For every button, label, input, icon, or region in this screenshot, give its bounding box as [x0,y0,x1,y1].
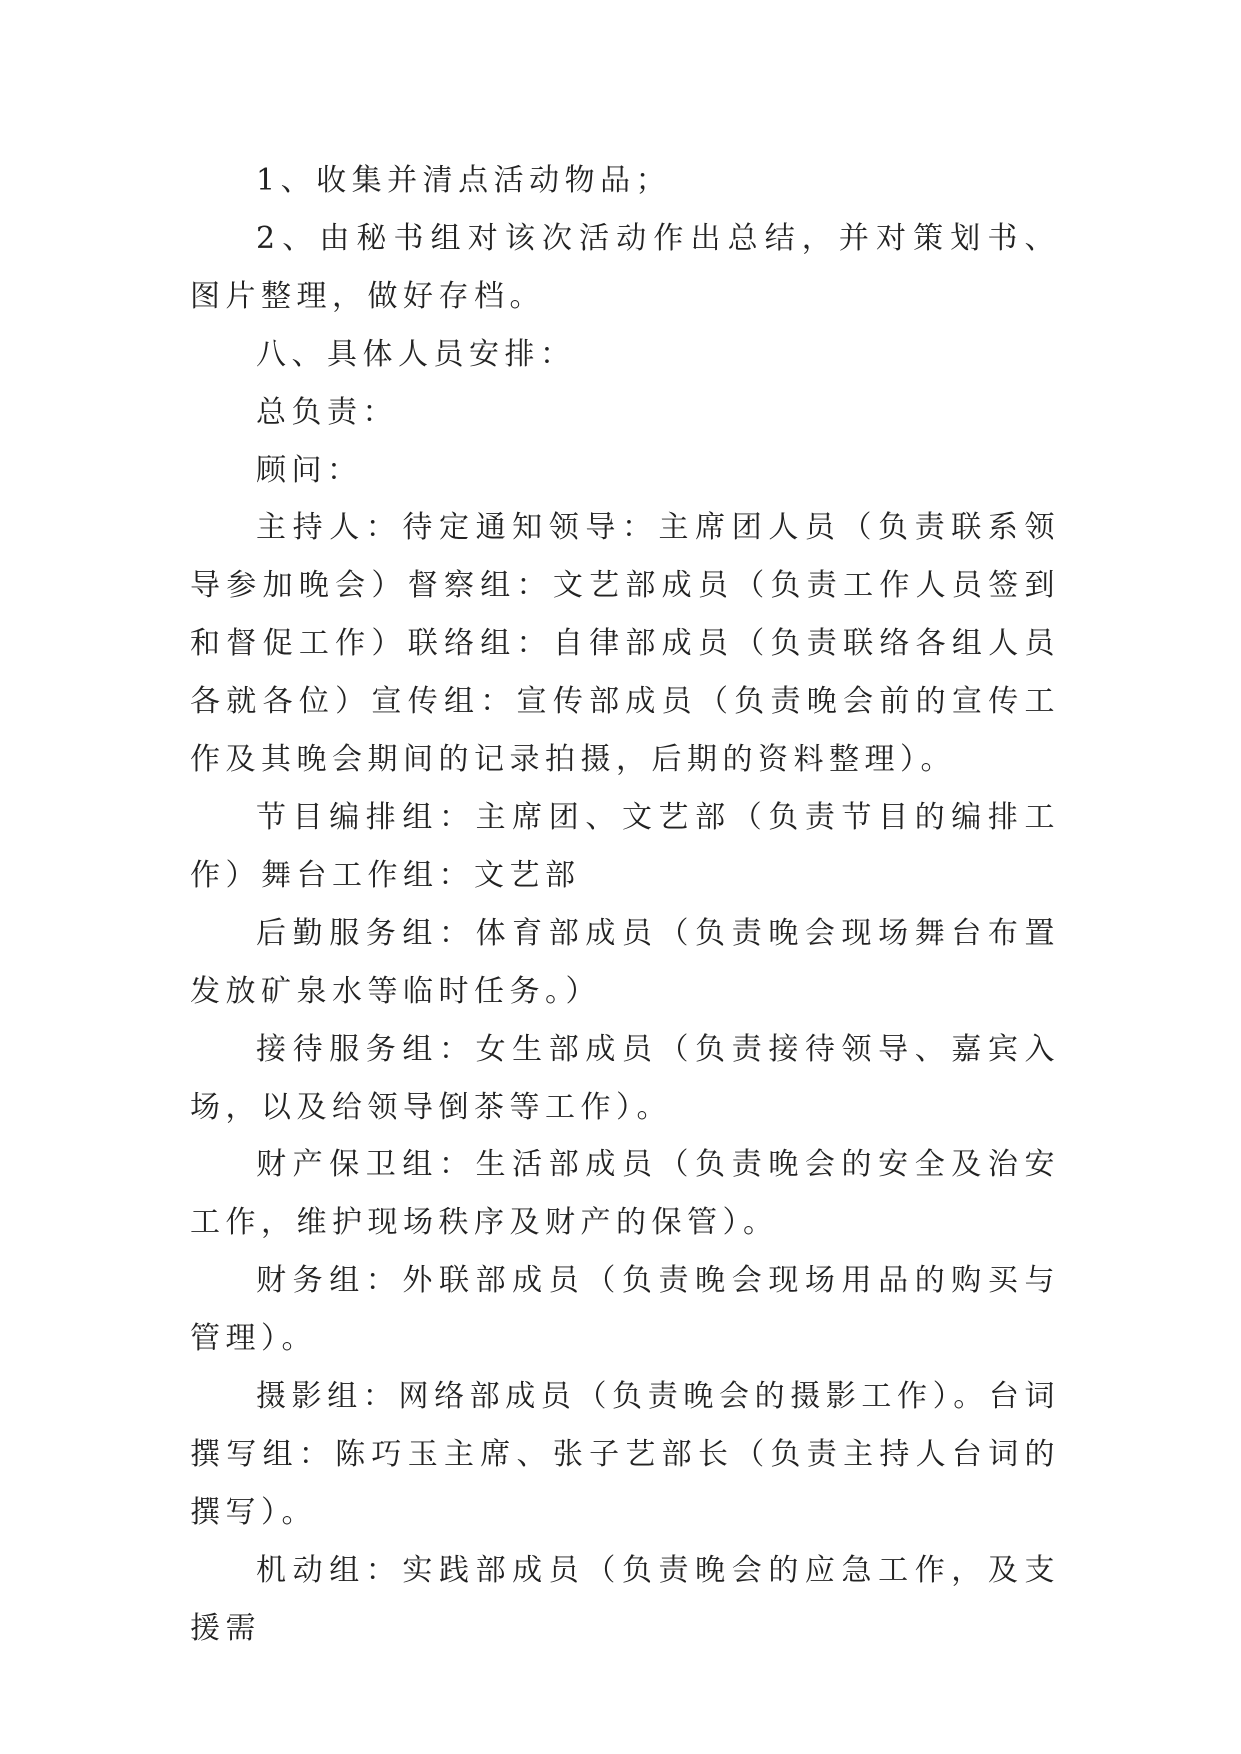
paragraph-advisor: 顾问： [256,452,363,488]
paragraph-host-and-groups: 主持人：待定通知领导：主席团人员（负责联系领导参加晚会）督察组：文艺部成员（负责工作人员签到和督促工作）联络组：自律部成员（负责联络各组人员各就各位）宣传组：宣传部成员（负责晚会前的宣传工作及其晚会期间的记录拍摄，后期的资料整理）。 [190,510,1060,778]
paragraph-logistics-group: 后勤服务组：体育部成员（负责晚会现场舞台布置发放矿泉水等临时任务。） [190,915,1060,1009]
paragraph-collect-items: 1、收集并清点活动物品； [256,163,672,198]
paragraph-mobile-group: 机动组：实践部成员（负责晚会的应急工作，及支援需 [190,1552,1060,1646]
paragraph-photo-script-group: 摄影组：网络部成员（负责晚会的摄影工作）。台词撰写组：陈巧玉主席、张子艺部长（负责主持人台词的撰写）。 [190,1379,1060,1530]
paragraph-finance-group: 财务组：外联部成员（负责晚会现场用品的购买与管理）。 [190,1263,1060,1357]
paragraph-program-group: 节目编排组：主席团、文艺部（负责节目的编排工作）舞台工作组：文艺部 [190,799,1060,893]
paragraph-summary: 2、由秘书组对该次活动作出总结，并对策划书、图片整理，做好存档。 [190,220,1060,314]
paragraph-security-group: 财产保卫组：生活部成员（负责晚会的安全及治安工作，维护现场秩序及财产的保管）。 [190,1147,1060,1241]
paragraph-reception-group: 接待服务组：女生部成员（负责接待领导、嘉宾入场，以及给领导倒茶等工作）。 [190,1031,1060,1125]
section-heading-staffing: 八、具体人员安排： [256,336,576,372]
paragraph-general-manager: 总负责： [256,394,398,430]
document-body [190,152,1060,1658]
